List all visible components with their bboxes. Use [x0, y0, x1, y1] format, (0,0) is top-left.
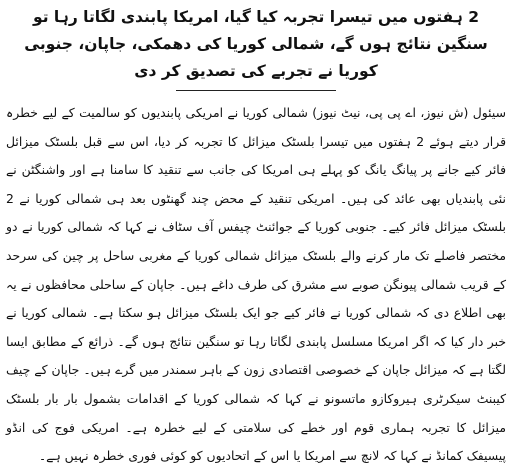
article-headline: 2 ہفتوں میں تیسرا تجربہ کیا گیا، امریکا پابندی لگاتا رہا تو سنگین نتائج ہوں گے، شمالی کوریا کی دھمکی، جاپان، جنوبی کوریا نے تجربے کی تصدیق کر دی: [24, 8, 488, 80]
headline-divider: [176, 90, 336, 91]
article-body: سیئول (ش نیوز، اے پی پی، نیٹ نیوز) شمالی کوریا نے امریکی پابندیوں کو سالمیت کے لیے خطرہ قرار دیتے ہوئے 2 ہفتوں میں تیسرا بلسٹک میزائل کا تجربہ کر دیا، اس سے قبل بلسٹک میزائل فائر کیے جانے پر پیانگ یانگ کو پہلے ہی امریکا کی جانب سے تنقید کا سامنا ہے اور واشنگٹن نے نئی پابندیاں بھی عائد کی ہیں۔ امریکی تنقید کے محض چند گھنٹوں بعد ہی شمالی کوریا نے 2 بلسٹک میزائل فائر کیے۔ جنوبی کوریا کے جوائنٹ چیفس آف سٹاف نے کہا کہ شمالی کوریا نے دو مختصر فاصلے تک مار کرنے والے بلسٹک میزائل شمالی کوریا کے مغربی ساحل پر چین کی سرحد کے قریب شمالی پیونگن صوبے سے مشرق کی طرف داغے ہیں۔ جاپان کے ساحلی محافظوں نے یہ بھی اطلاع دی کہ شمالی کوریا نے فائر کیے جو ایک بلسٹک میزائل ہو سکتا ہے۔ شمالی کوریا نے خبر دار کیا کہ اگر امریکا مسلسل پابندی لگاتا رہا تو سنگین نتائج ہوں گے۔ ذرائع کے مطابق ایسا لگتا ہے کہ میزائل جاپان کے خصوصی اقتصادی زون کے باہر سمندر میں گرے ہیں۔ جاپان کے چیف کیبنٹ سیکرٹری ہیروکازو ماتسونو نے کہا کہ شمالی کوریا کے اقدامات بشمول بار بار بلسٹک میزائل کا تجربہ ہماری قوم اور خطے کی سلامتی کے لیے خطرہ ہے۔ امریکی فوج کی انڈو پیسیفک کمانڈ نے کہا کہ لانچ سے امریکا یا اس کے اتحادیوں کو کوئی فوری خطرہ نہیں ہے۔: [6, 105, 506, 464]
